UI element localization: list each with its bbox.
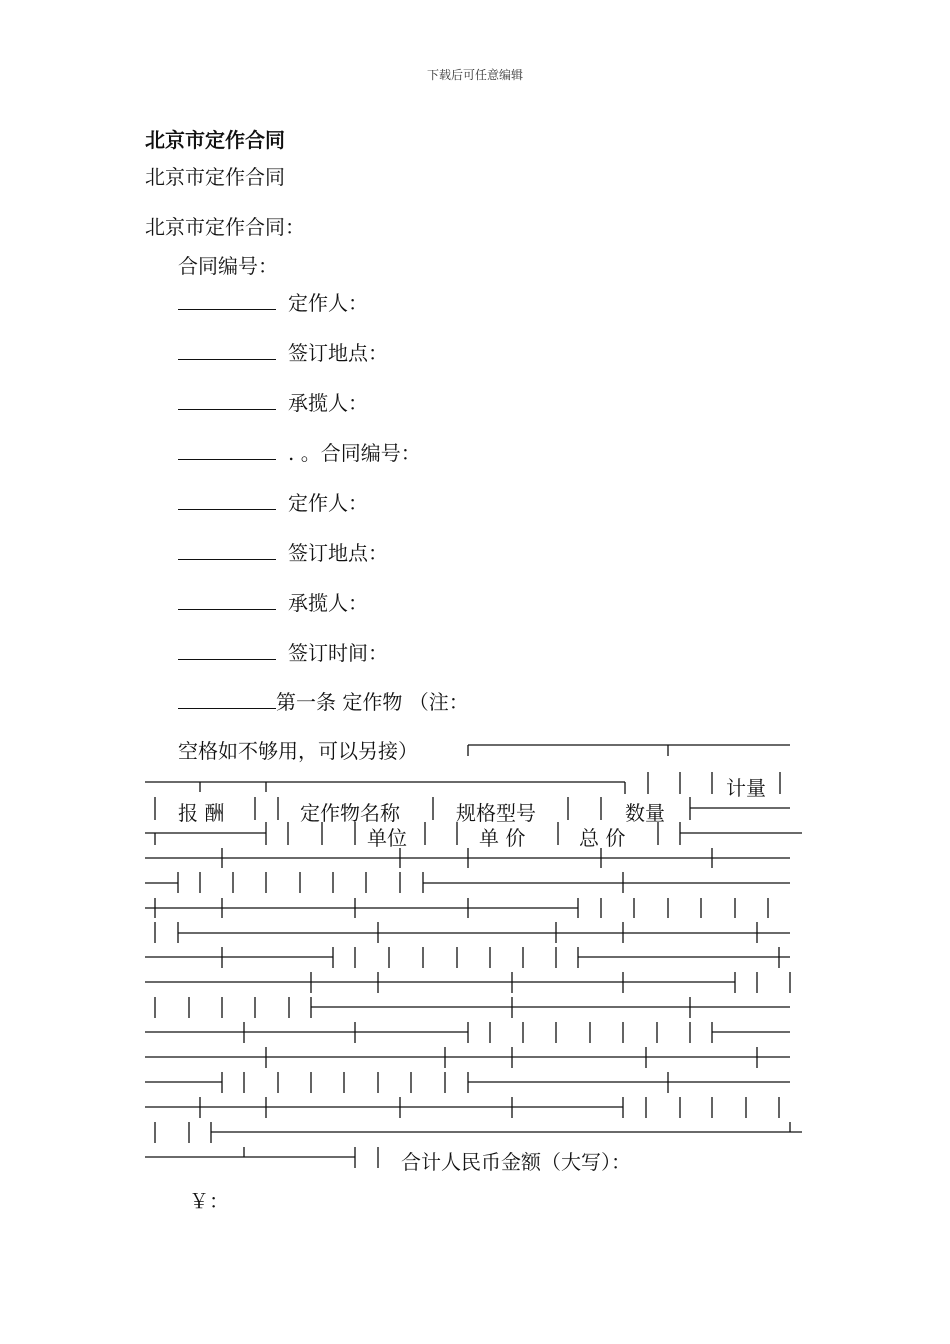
field-label: 定作人： [288,491,368,515]
field-label: 承揽人： [288,591,368,615]
intro-line: 北京市定作合同： [145,215,305,239]
col-header-total: 总 价 [579,826,626,850]
document-title: 北京市定作合同 [145,128,285,152]
col-header-baochou: 报 酬 [178,801,225,825]
field-label: 定作人： [288,291,368,315]
col-header-spec: 规格型号 [456,801,536,825]
field-label: 签订时间： [288,641,388,665]
field-label: 承揽人： [288,391,368,415]
col-header-name: 定作物名称 [300,801,400,825]
col-header-unit: 单位 [367,826,407,850]
field-label: 签订地点： [288,541,388,565]
document-subtitle: 北京市定作合同 [145,165,285,189]
col-header-jiliang: 计量 [726,776,766,800]
article-1-continued: 空格如不够用，可以另接） [178,739,418,763]
header-note: 下载后可任意编辑 [426,68,523,82]
col-header-qty: 数量 [625,801,665,825]
yen-label: ￥： [189,1189,229,1213]
field-label: 签订地点： [288,341,388,365]
field-label: . 。合同编号： [288,441,421,465]
article-1-label: 第一条 定作物 （注： [276,690,469,714]
col-header-price: 单 价 [479,826,526,850]
total-amount-label: 合计人民币金额（大写）： [401,1150,631,1174]
contract-number-label: 合同编号： [178,254,278,278]
